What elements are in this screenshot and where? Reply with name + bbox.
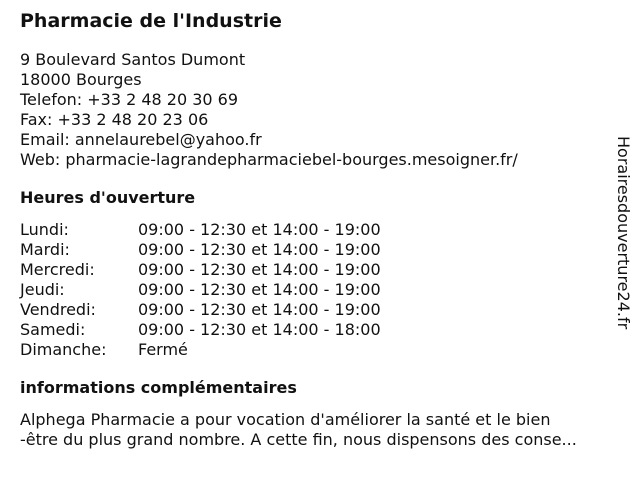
address-city: 18000 Bourges (20, 70, 142, 89)
email-address[interactable]: Email: annelaurebel@yahoo.fr (20, 130, 262, 149)
day-label: Mercredi: (20, 260, 95, 279)
info-line: -être du plus grand nombre. A cette fin, nous dispensons des conse... (20, 430, 577, 449)
day-hours: 09:00 - 12:30 et 14:00 - 19:00 (138, 220, 381, 239)
day-hours: 09:00 - 12:30 et 14:00 - 18:00 (138, 320, 381, 339)
hours-row (20, 260, 381, 280)
day-label: Samedi: (20, 320, 86, 339)
pharmacy-name: Pharmacie de l'Industrie (20, 10, 282, 32)
day-label: Vendredi: (20, 300, 96, 319)
hours-row (20, 320, 381, 340)
opening-hours-table (20, 220, 381, 360)
address-street: 9 Boulevard Santos Dumont (20, 50, 246, 69)
hours-row (20, 240, 381, 260)
fax-number: Fax: +33 2 48 20 23 06 (20, 110, 209, 129)
day-hours: 09:00 - 12:30 et 14:00 - 19:00 (138, 240, 381, 259)
day-label: Dimanche: (20, 340, 107, 359)
day-hours: 09:00 - 12:30 et 14:00 - 19:00 (138, 260, 381, 279)
hours-heading: Heures d'ouverture (20, 188, 196, 207)
hours-row (20, 280, 381, 300)
day-hours: Fermé (138, 340, 188, 359)
day-label: Lundi: (20, 220, 69, 239)
info-line: Alphega Pharmacie a pour vocation d'améliorer la santé et le bien (20, 410, 551, 429)
site-watermark: Horairesdouverture24.fr (614, 136, 633, 330)
day-hours: 09:00 - 12:30 et 14:00 - 19:00 (138, 280, 381, 299)
website-link[interactable]: Web: pharmacie-lagrandepharmaciebel-bourges.mesoigner.fr/ (20, 150, 518, 169)
phone-number[interactable]: Telefon: +33 2 48 20 30 69 (20, 90, 239, 109)
info-heading: informations complémentaires (20, 378, 297, 397)
day-label: Mardi: (20, 240, 70, 259)
pharmacy-card (20, 8, 610, 450)
hours-row (20, 300, 381, 320)
info-description (20, 410, 630, 450)
day-hours: 09:00 - 12:30 et 14:00 - 19:00 (138, 300, 381, 319)
day-label: Jeudi: (20, 280, 65, 299)
hours-row (20, 220, 381, 240)
hours-row (20, 340, 381, 360)
